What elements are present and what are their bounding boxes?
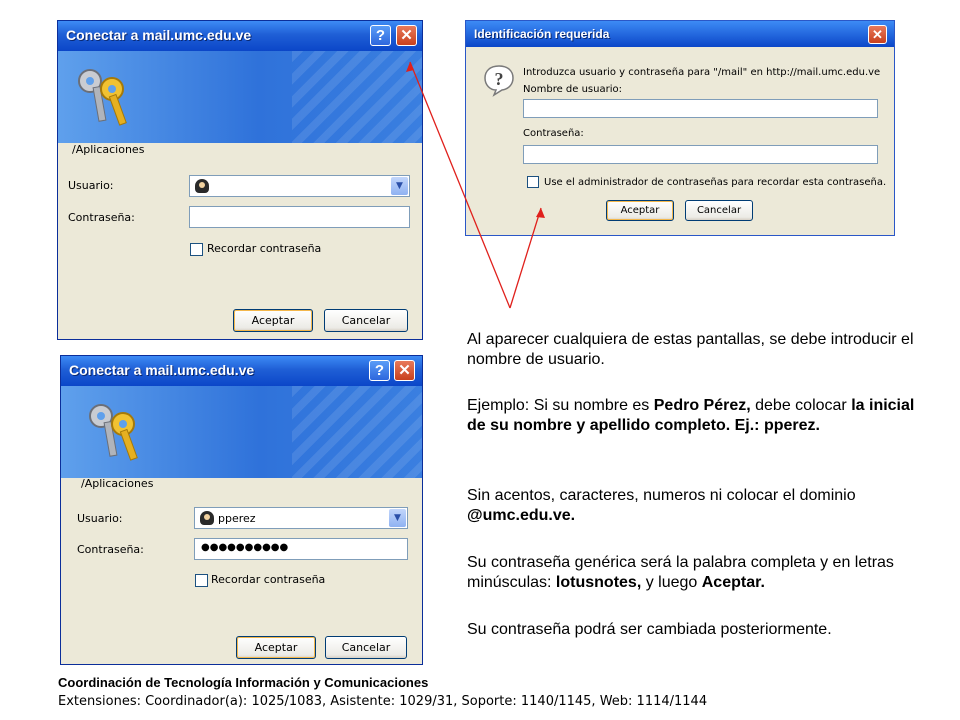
instruction-paragraph-2 [467,396,937,436]
cancel-button[interactable]: Cancelar [685,200,753,221]
instruction-text: debe colocar [750,397,852,414]
chevron-down-icon[interactable]: ▼ [389,509,406,527]
user-value: pperez [218,512,256,525]
ok-button[interactable]: Aceptar [233,309,313,332]
ok-button[interactable]: Aceptar [606,200,674,221]
instruction-text: Ejemplo: Si su nombre es [467,397,654,414]
password-label: Contraseña: [523,128,584,139]
footer-extensions: Extensiones: Coordinador(a): 1025/1083, Asistente: 1029/31, Soporte: 1140/1145, Web: 1114/1144 [58,694,708,709]
arrow-to-auth-dialog [510,208,541,308]
dialog-title: Identificación requerida [474,27,610,41]
chevron-down-icon[interactable]: ▼ [391,177,408,195]
domain-text: @umc.edu.ve. [467,507,576,524]
password-label: Contraseña: [68,211,135,224]
password-label: Contraseña: [77,543,144,556]
instruction-text: Sin acentos, caracteres, numeros ni colocar el dominio [467,487,856,504]
close-button[interactable]: ✕ [394,360,415,381]
instruction-text: y luego [641,574,702,591]
remember-label: Recordar contraseña [207,242,322,255]
user-label: Usuario: [68,179,114,192]
dialog-title: Conectar a mail.umc.edu.ve [69,362,255,378]
cancel-button[interactable]: Cancelar [325,636,407,659]
ok-button[interactable]: Aceptar [236,636,316,659]
example-username-rule: la inicial de su nombre y apellido completo. Ej.: pperez. [467,397,915,434]
user-label: Usuario: [77,512,123,525]
close-button[interactable]: ✕ [396,25,417,46]
svg-text:?: ? [494,69,504,89]
instruction-paragraph-4 [467,553,937,593]
dialog-title: Conectar a mail.umc.edu.ve [66,27,252,43]
footer-title: Coordinación de Tecnología Información y Comunicaciones [58,675,429,690]
auth-message: Introduzca usuario y contraseña para "/mail" en http://mail.umc.edu.ve [523,67,881,78]
user-label: Nombre de usuario: [523,84,622,95]
arrow-to-xp-dialog [410,62,510,308]
example-name: Pedro Pérez, [653,397,751,414]
instruction-text: Al aparecer cualquiera de estas pantallas, se debe introducir el nombre de usuario. [467,331,914,368]
accept-reference: Aceptar. [701,574,765,591]
close-button[interactable]: ✕ [868,25,887,44]
instruction-paragraph-5 [467,620,937,640]
instruction-paragraph-3 [467,486,937,526]
arrowhead-auth [536,208,545,218]
instruction-text: Su contraseña genérica será la palabra completa y en letras minúsculas: [467,554,894,591]
realm-label: /Aplicaciones [81,477,154,490]
password-mask: ●●●●●●●●●● [201,542,289,553]
remember-label: Recordar contraseña [211,573,326,586]
generic-password: lotusnotes, [555,574,642,591]
cancel-button[interactable]: Cancelar [324,309,408,332]
instruction-paragraph-1 [467,330,937,370]
help-button[interactable]: ? [370,25,391,46]
remember-label: Use el administrador de contraseñas para recordar esta contraseña. [544,177,887,188]
realm-label: /Aplicaciones [72,143,145,156]
instruction-text: Su contraseña podrá ser cambiada posteriormente. [467,621,832,638]
help-button[interactable]: ? [369,360,390,381]
